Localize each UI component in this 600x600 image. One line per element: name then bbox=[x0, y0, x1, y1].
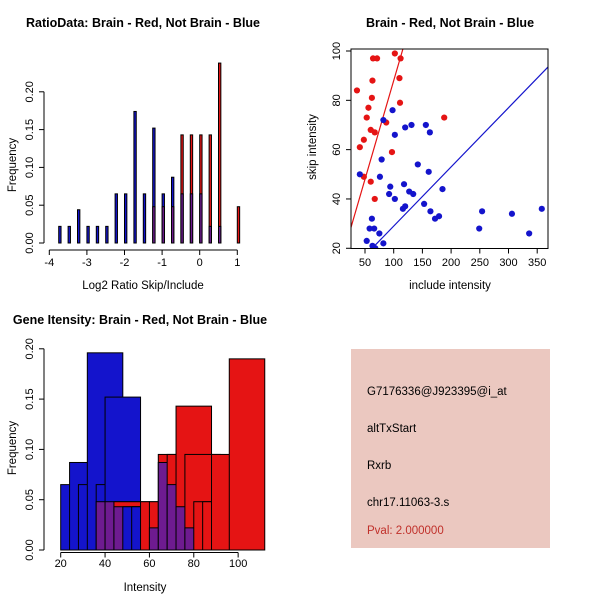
scatter-point bbox=[357, 144, 363, 150]
scatter-point bbox=[387, 184, 393, 190]
scatter-point bbox=[364, 114, 370, 120]
histogram-bar-blue bbox=[106, 226, 108, 243]
scatter-point bbox=[380, 240, 386, 246]
ratio-histogram-xlabel: Log2 Ratio Skip/Include bbox=[82, 280, 204, 292]
scatter-point bbox=[368, 179, 374, 185]
y-tick-label: 0.05 bbox=[24, 488, 36, 511]
x-tick-label: 20 bbox=[54, 558, 67, 570]
scatter-point bbox=[379, 156, 385, 162]
scatter-title: Brain - Red, Not Brain - Blue bbox=[365, 16, 535, 30]
panel-scatter bbox=[300, 0, 600, 300]
scatter-point bbox=[372, 129, 378, 135]
x-tick-label: -3 bbox=[82, 257, 92, 269]
histogram-bar-blue bbox=[115, 194, 117, 243]
scatter-point bbox=[365, 105, 371, 111]
scatter-point bbox=[401, 181, 407, 187]
y-tick-label: 0.05 bbox=[24, 194, 36, 216]
scatter-point bbox=[426, 169, 432, 175]
x-tick-label: 200 bbox=[441, 257, 461, 269]
scatter-point bbox=[479, 208, 485, 214]
scatter-point bbox=[439, 186, 445, 192]
gene-histogram-chart bbox=[0, 300, 300, 600]
x-tick-label: 350 bbox=[528, 257, 547, 269]
histogram-bar-blue bbox=[96, 226, 98, 243]
fit-line bbox=[351, 66, 549, 270]
scatter-point bbox=[427, 129, 433, 135]
scatter-point bbox=[397, 55, 403, 61]
scatter-point bbox=[364, 238, 370, 244]
scatter-point bbox=[432, 216, 438, 222]
scatter-point bbox=[400, 206, 406, 212]
scatter-point bbox=[509, 211, 515, 217]
y-tick-label: 0.20 bbox=[24, 81, 36, 103]
histogram-bar-blue bbox=[143, 194, 145, 243]
histogram-bar-blue bbox=[78, 210, 80, 243]
x-tick-label: 40 bbox=[98, 558, 112, 570]
info-line-gene-symbol: Rxrb bbox=[367, 460, 392, 472]
histogram-bar-overlap bbox=[190, 194, 192, 243]
histogram-bar-overlap bbox=[209, 226, 211, 243]
scatter-chart bbox=[300, 0, 600, 300]
histogram-bar-overlap bbox=[162, 207, 164, 243]
x-tick-label: 150 bbox=[413, 257, 432, 269]
scatter-point bbox=[392, 196, 398, 202]
info-line-probe-id: G7176336@J923395@i_at bbox=[367, 386, 507, 398]
histogram-bar-blue bbox=[87, 226, 89, 243]
y-tick-label: 40 bbox=[331, 192, 343, 206]
scatter-point bbox=[369, 95, 375, 101]
histogram-bar-blue bbox=[125, 194, 127, 243]
scatter-point bbox=[374, 55, 380, 61]
fit-line bbox=[351, 0, 549, 229]
info-line-location: chr17.11063-3.s bbox=[367, 497, 450, 509]
histogram-bar-red bbox=[219, 63, 221, 243]
x-tick-label: -1 bbox=[157, 257, 167, 269]
scatter-point bbox=[392, 132, 398, 138]
x-tick-label: -4 bbox=[44, 257, 55, 269]
scatter-point bbox=[408, 122, 414, 128]
scatter-point bbox=[392, 50, 398, 56]
panel-gene-histogram bbox=[0, 300, 300, 600]
scatter-point bbox=[476, 225, 482, 231]
histogram-bar-blue bbox=[68, 226, 70, 243]
x-tick-label: 250 bbox=[470, 257, 489, 269]
y-tick-label: 0.15 bbox=[24, 118, 36, 141]
scatter-point bbox=[423, 122, 429, 128]
histogram-bar-red bbox=[229, 359, 264, 550]
scatter-point bbox=[376, 230, 382, 236]
x-tick-label: 300 bbox=[499, 257, 518, 269]
x-tick-label: 1 bbox=[234, 257, 241, 269]
histogram-bar-blue bbox=[134, 111, 136, 243]
scatter-point bbox=[415, 161, 421, 167]
scatter-point bbox=[539, 206, 545, 212]
histogram-bar-overlap bbox=[172, 207, 174, 243]
panel-ratio-histogram bbox=[0, 0, 300, 300]
gene-info-box bbox=[351, 349, 550, 548]
y-tick-label: 0.20 bbox=[24, 338, 36, 360]
y-tick-label: 100 bbox=[331, 41, 343, 61]
scatter-point bbox=[396, 75, 402, 81]
y-tick-label: 0.10 bbox=[24, 438, 36, 461]
scatter-point bbox=[421, 201, 427, 207]
scatter-point bbox=[371, 250, 377, 256]
x-tick-label: 80 bbox=[187, 558, 200, 570]
scatter-point bbox=[427, 208, 433, 214]
scatter-point bbox=[441, 114, 447, 120]
x-tick-label: 100 bbox=[384, 257, 403, 269]
scatter-ylabel: skip intensity bbox=[307, 114, 319, 180]
scatter-point bbox=[380, 117, 386, 123]
info-line-pval: Pval: 2.000000 bbox=[367, 525, 444, 537]
scatter-point bbox=[389, 149, 395, 155]
histogram-bar-blue bbox=[59, 226, 61, 243]
y-tick-label: 0.15 bbox=[24, 388, 36, 410]
x-tick-label: 100 bbox=[228, 558, 248, 570]
gene-histogram-ylabel: Frequency bbox=[7, 420, 19, 476]
scatter-point bbox=[361, 137, 367, 143]
scatter-point bbox=[397, 100, 403, 106]
scatter-point bbox=[366, 225, 372, 231]
ratio-histogram-ylabel: Frequency bbox=[7, 137, 19, 193]
scatter-xlabel: include intensity bbox=[409, 280, 491, 292]
x-tick-label: 60 bbox=[143, 558, 156, 570]
scatter-point bbox=[354, 87, 360, 93]
x-tick-label: 0 bbox=[196, 257, 203, 269]
y-tick-label: 0.10 bbox=[24, 156, 36, 179]
scatter-point bbox=[386, 191, 392, 197]
y-tick-label: 80 bbox=[331, 94, 343, 107]
gene-histogram-title: Gene Itensity: Brain - Red, Not Brain - Blue bbox=[12, 313, 268, 327]
histogram-bar-overlap bbox=[181, 194, 183, 243]
y-tick-label: 20 bbox=[331, 242, 343, 255]
scatter-point bbox=[369, 77, 375, 83]
scatter-point bbox=[526, 230, 532, 236]
gene-histogram-xlabel: Intensity bbox=[123, 582, 167, 594]
panel-gene-info bbox=[300, 300, 600, 600]
info-line-event-type: altTxStart bbox=[367, 423, 417, 435]
plot-box bbox=[351, 49, 548, 249]
scatter-point bbox=[389, 107, 395, 113]
ratio-histogram-title: RatioData: Brain - Red, Not Brain - Blue bbox=[25, 16, 261, 30]
scatter-point bbox=[410, 191, 416, 197]
scatter-point bbox=[377, 174, 383, 180]
scatter-point bbox=[402, 124, 408, 130]
histogram-bar-overlap bbox=[153, 207, 155, 243]
scatter-point bbox=[372, 196, 378, 202]
histogram-bar-overlap bbox=[219, 226, 221, 243]
x-tick-label: 50 bbox=[358, 257, 372, 269]
y-tick-label: 60 bbox=[331, 143, 343, 156]
histogram-bar-red bbox=[237, 207, 239, 243]
y-tick-label: 0.00 bbox=[24, 232, 36, 254]
x-tick-label: -2 bbox=[119, 257, 130, 269]
histogram-bar-overlap bbox=[200, 194, 202, 243]
ratio-histogram-chart bbox=[0, 0, 300, 300]
y-tick-label: 0.00 bbox=[24, 539, 36, 561]
scatter-point bbox=[357, 171, 363, 177]
scatter-point bbox=[369, 216, 375, 222]
